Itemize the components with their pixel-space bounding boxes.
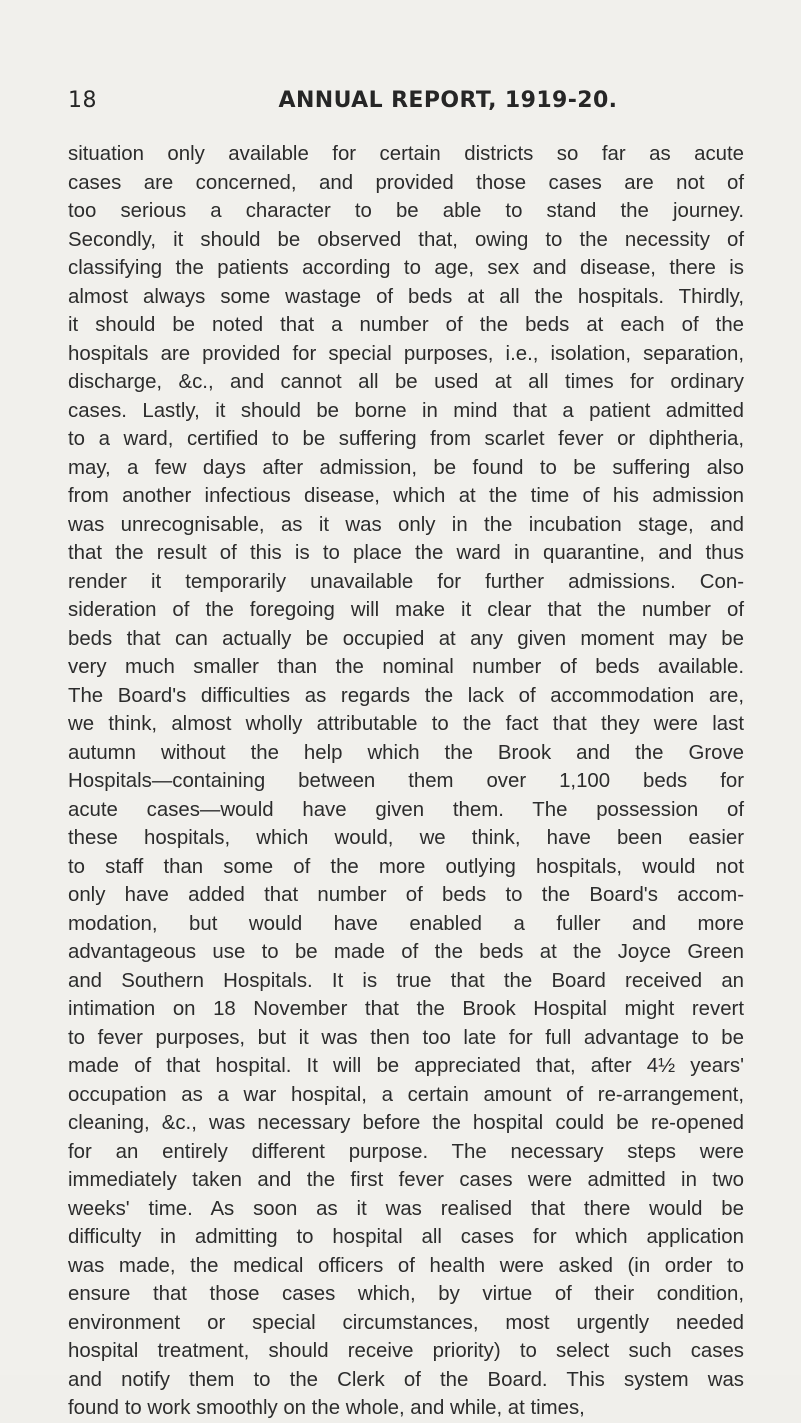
page-number: 18 [68, 88, 97, 113]
text-line: that the result of this is to place the ward in quarantine, and thus [68, 542, 744, 564]
text-line: it should be noted that a number of the beds at each of the [68, 314, 744, 336]
text-line: only have added that number of beds to the Board's accom- [68, 884, 744, 906]
text-line: Secondly, it should be observed that, owing to the necessity of [68, 228, 744, 251]
text-line: and notify them to the Clerk of the Board. This system was [68, 1368, 744, 1391]
running-title: ANNUAL REPORT, 1919-20. [278, 88, 618, 113]
text-line: to staff than some of the more outlying hospitals, would not [68, 855, 744, 878]
text-line: and Southern Hospitals. It is true that the Board received an [68, 969, 744, 992]
text-line: acute cases—would have given them. The possession of [68, 798, 744, 821]
text-line: very much smaller than the nominal number of beds available. [68, 656, 744, 678]
text-line: from another infectious disease, which at the time of his admission [68, 485, 744, 507]
text-line: these hospitals, which would, we think, have been easier [68, 827, 744, 849]
page-header [68, 88, 748, 120]
text-line: for an entirely different purpose. The necessary steps were [68, 1140, 744, 1163]
body-paragraph [68, 140, 744, 1423]
text-line: was unrecognisable, as it was only in the incubation stage, and [68, 513, 744, 536]
text-line: cases are concerned, and provided those cases are not of [68, 171, 744, 194]
text-line: intimation on 18 November that the Brook Hospital might revert [68, 998, 744, 1020]
text-line: found to work smoothly on the whole, and while, at times, [68, 1397, 585, 1419]
text-line: hospital treatment, should receive priority) to select such cases [68, 1340, 744, 1362]
text-line: environment or special circumstances, most urgently needed [68, 1311, 744, 1334]
text-line: weeks' time. As soon as it was realised that there would be [68, 1197, 744, 1220]
text-line: discharge, &c., and cannot all be used at all times for ordinary [68, 371, 744, 393]
text-line: occupation as a war hospital, a certain amount of re-arrangement, [68, 1083, 744, 1106]
text-line: modation, but would have enabled a fuller and more [68, 912, 744, 935]
text-line: to fever purposes, but it was then too late for full advantage to be [68, 1026, 744, 1049]
text-line: too serious a character to be able to stand the journey. [68, 200, 744, 222]
text-line: autumn without the help which the Brook and the Grove [68, 741, 744, 764]
text-line: ensure that those cases which, by virtue of their condition, [68, 1283, 744, 1305]
text-line: situation only available for certain districts so far as acute [68, 143, 744, 165]
text-line: render it temporarily unavailable for further admissions. Con- [68, 570, 744, 593]
text-line: sideration of the foregoing will make it clear that the number of [68, 599, 744, 621]
text-line: may, a few days after admission, be found to be suffering also [68, 456, 744, 479]
text-line: hospitals are provided for special purposes, i.e., isolation, separation, [68, 342, 744, 365]
text-line: was made, the medical officers of health were asked (in order to [68, 1254, 744, 1277]
text-line: advantageous use to be made of the beds at the Joyce Green [68, 941, 744, 963]
text-line: classifying the patients according to age, sex and disease, there is [68, 257, 744, 279]
text-line: cleaning, &c., was necessary before the hospital could be re-opened [68, 1112, 744, 1134]
text-line: The Board's difficulties as regards the lack of accommodation are, [68, 684, 744, 707]
text-line: made of that hospital. It will be appreciated that, after 4½ years' [68, 1055, 744, 1077]
text-line: Hospitals—containing between them over 1,100 beds for [68, 770, 744, 792]
text-line: we think, almost wholly attributable to the fact that they were last [68, 713, 744, 735]
text-line: to a ward, certified to be suffering from scarlet fever or diphtheria, [68, 428, 744, 450]
text-line: beds that can actually be occupied at any given moment may be [68, 627, 744, 650]
text-line: almost always some wastage of beds at all the hospitals. Thirdly, [68, 285, 744, 308]
text-line: immediately taken and the first fever cases were admitted in two [68, 1169, 744, 1191]
text-line: cases. Lastly, it should be borne in mind that a patient admitted [68, 399, 744, 422]
text-line: difficulty in admitting to hospital all cases for which application [68, 1226, 744, 1248]
